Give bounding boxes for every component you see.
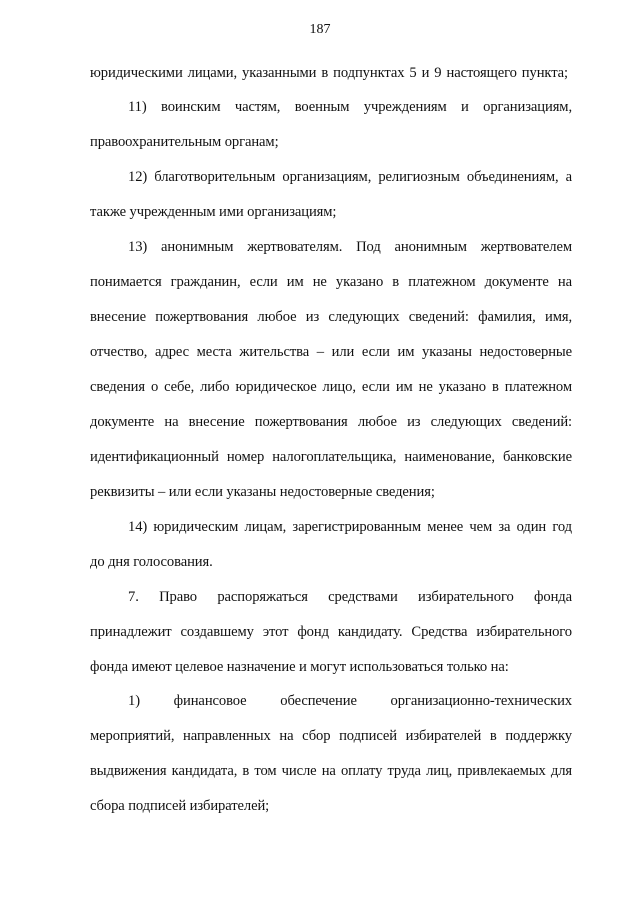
text-line: 13) анонимным жертвователям. Под анонимным жертвователем [128,239,572,255]
text-line: юридическими лицами, указанными в подпунктах 5 и 9 настоящего пункта; [90,65,568,81]
text-line: сбора подписей избирателей; [90,798,270,814]
text-line: выдвижения кандидата, в том числе на оплату труда лиц, привлекаемых для [90,763,572,779]
text-line: также учрежденным ими организациям; [90,204,337,220]
text-line: 14) юридическим лицам, зарегистрированным менее чем за один год [128,519,572,535]
text-line: понимается гражданин, если им не указано в платежном документе на [90,274,572,290]
text-line: внесение пожертвования любое из следующих сведений: фамилия, имя, [90,309,572,325]
text-line: правоохранительным органам; [90,134,279,150]
text-line: документе на внесение пожертвования любое из следующих сведений: [90,414,572,430]
text-line: фонда имеют целевое назначение и могут использоваться только на: [90,659,509,675]
text-line: 12) благотворительным организациям, религиозным объединениям, а [128,169,572,185]
text-line: идентификационный номер налогоплательщика, наименование, банковские [90,449,572,465]
text-line: 1) финансовое обеспечение организационно-технических [128,693,572,709]
text-line: сведения о себе, либо юридическое лицо, если им не указано в платежном [90,379,572,395]
text-line: мероприятий, направленных на сбор подписей избирателей в поддержку [90,728,572,744]
text-line: реквизиты – или если указаны недостоверные сведения; [90,484,435,500]
text-line: отчество, адрес места жительства – или если им указаны недостоверные [90,344,572,360]
text-line: принадлежит создавшему этот фонд кандидату. Средства избирательного [90,624,572,640]
page-number: 187 [309,22,331,37]
text-line: до дня голосования. [90,554,213,570]
text-line: 7. Право распоряжаться средствами избирательного фонда [128,589,572,605]
text-line: 11) воинским частям, военным учреждениям и организациям, [128,99,572,115]
